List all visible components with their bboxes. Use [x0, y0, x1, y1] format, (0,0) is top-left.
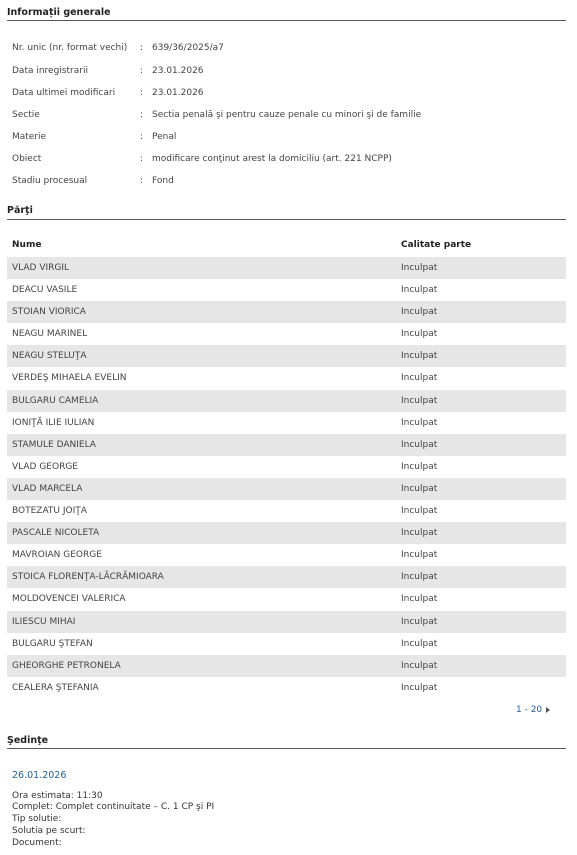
column-header-name: Nume: [12, 240, 42, 250]
party-role: Inculpat: [401, 528, 438, 539]
section-title-general-info: Informații generale: [7, 7, 111, 18]
table-row: [7, 633, 566, 655]
party-name: MAVROIAN GEORGE: [12, 550, 102, 561]
party-name: IONIŢĂ ILIE IULIAN: [12, 417, 95, 428]
table-row: [7, 566, 566, 588]
table-row: [7, 677, 566, 699]
party-name: DEACU VASILE: [12, 285, 78, 296]
info-value: 23.01.2026: [152, 66, 204, 76]
hearing-detail-line: Ora estimata: 11:30: [12, 791, 103, 801]
party-role: Inculpat: [401, 263, 438, 273]
party-role: Inculpat: [401, 417, 438, 428]
table-row: [7, 390, 566, 412]
party-name: STAMULE DANIELA: [12, 439, 96, 450]
parties-table: [7, 257, 566, 699]
party-role: Inculpat: [401, 638, 438, 649]
info-colon: :: [140, 88, 144, 98]
party-name: VERDEŞ MIHAELA EVELIN: [12, 373, 127, 384]
info-colon: :: [140, 132, 144, 142]
party-name: STOIAN VIORICA: [12, 307, 86, 318]
info-label: Nr. unic (nr. format vechi): [12, 43, 128, 53]
party-name: NEAGU MARINEL: [12, 329, 88, 340]
table-row: [7, 478, 566, 500]
info-value: Sectia penală şi pentru cauze penale cu minori şi de familie: [152, 110, 422, 120]
party-role: Inculpat: [401, 329, 438, 340]
party-name: VLAD VIRGIL: [12, 263, 70, 273]
pagination[interactable]: [516, 705, 550, 715]
info-value: 639/36/2025/a7: [152, 43, 224, 53]
party-name: VLAD MARCELA: [12, 483, 83, 494]
info-colon: :: [140, 66, 144, 76]
table-row: [7, 323, 566, 345]
table-row: [7, 611, 566, 633]
info-row: [12, 108, 552, 122]
info-colon: :: [140, 176, 144, 186]
table-row: [7, 279, 566, 301]
party-name: CEALERA ŞTEFANIA: [12, 682, 99, 693]
parties-table-header: [7, 234, 566, 256]
info-label: Stadiu procesual: [12, 176, 88, 186]
party-name: MOLDOVENCEI VALERICA: [12, 594, 126, 605]
party-role: Inculpat: [401, 682, 438, 693]
table-row: [7, 544, 566, 566]
party-name: VLAD GEORGE: [12, 461, 78, 472]
party-role: Inculpat: [401, 351, 438, 362]
info-colon: :: [140, 154, 144, 164]
info-row: [12, 41, 552, 55]
party-role: Inculpat: [401, 660, 438, 671]
info-value: 23.01.2026: [152, 88, 204, 98]
table-row: [7, 500, 566, 522]
table-row: [7, 301, 566, 323]
party-role: Inculpat: [401, 461, 438, 472]
party-role: Inculpat: [401, 285, 438, 296]
info-label: Materie: [12, 132, 47, 142]
table-row: [7, 367, 566, 389]
party-role: Inculpat: [401, 506, 438, 517]
column-header-role: Calitate parte: [401, 240, 472, 250]
info-row: [12, 64, 552, 78]
info-label: Sectie: [12, 110, 40, 120]
info-colon: :: [140, 110, 144, 120]
info-label: Data ultimei modificari: [12, 88, 116, 98]
info-value: modificare conţinut arest la domiciliu (art. 221 NCPP): [152, 154, 392, 164]
info-row: [12, 152, 552, 166]
party-role: Inculpat: [401, 483, 438, 494]
party-name: BULGARU CAMELIA: [12, 395, 99, 406]
table-row: [7, 412, 566, 434]
section-title-parties: Părţi: [7, 205, 33, 216]
info-label: Data inregistrarii: [12, 66, 88, 76]
party-role: Inculpat: [401, 594, 438, 605]
hearing-detail-line: Document:: [12, 838, 62, 848]
party-role: Inculpat: [401, 373, 438, 384]
party-name: PASCALE NICOLETA: [12, 528, 100, 539]
table-row: [7, 456, 566, 478]
table-row: [7, 345, 566, 367]
party-name: NEAGU STELUŢA: [12, 351, 87, 362]
section-divider: [7, 20, 566, 21]
section-title-hearings: Şedinţe: [7, 735, 49, 746]
party-role: Inculpat: [401, 550, 438, 561]
next-page-icon[interactable]: [546, 707, 550, 713]
party-role: Inculpat: [401, 395, 438, 406]
table-row: [7, 655, 566, 677]
party-role: Inculpat: [401, 439, 438, 450]
hearing-detail-line: Solutia pe scurt:: [12, 826, 86, 836]
party-role: Inculpat: [401, 572, 438, 583]
party-role: Inculpat: [401, 307, 438, 318]
party-name: BULGARU ŞTEFAN: [12, 638, 93, 649]
table-row: [7, 588, 566, 610]
party-name: GHEORGHE PETRONELA: [12, 660, 121, 671]
party-name: BOTEZATU JOIŢA: [12, 506, 87, 517]
info-row: [12, 174, 552, 188]
hearing-date-link[interactable]: 26.01.2026: [12, 770, 67, 781]
info-value: Fond: [152, 176, 174, 186]
party-name: ILIESCU MIHAI: [12, 616, 76, 627]
party-role: Inculpat: [401, 616, 438, 627]
table-row: [7, 434, 566, 456]
table-row: [7, 522, 566, 544]
section-divider: [7, 748, 566, 749]
info-label: Obiect: [12, 154, 42, 164]
info-colon: :: [140, 43, 144, 53]
section-divider: [7, 219, 566, 220]
party-name: STOICA FLORENŢA-LĂCRĂMIOARA: [12, 572, 164, 583]
info-row: [12, 130, 552, 144]
info-value: Penal: [152, 132, 177, 142]
hearing-detail-line: Complet: Complet continuitate – C. 1 CP şi PI: [12, 802, 215, 812]
table-row: [7, 257, 566, 279]
info-row: [12, 86, 552, 100]
pagination-range: 1 - 20: [516, 705, 543, 715]
hearing-detail-line: Tip solutie:: [12, 814, 62, 824]
